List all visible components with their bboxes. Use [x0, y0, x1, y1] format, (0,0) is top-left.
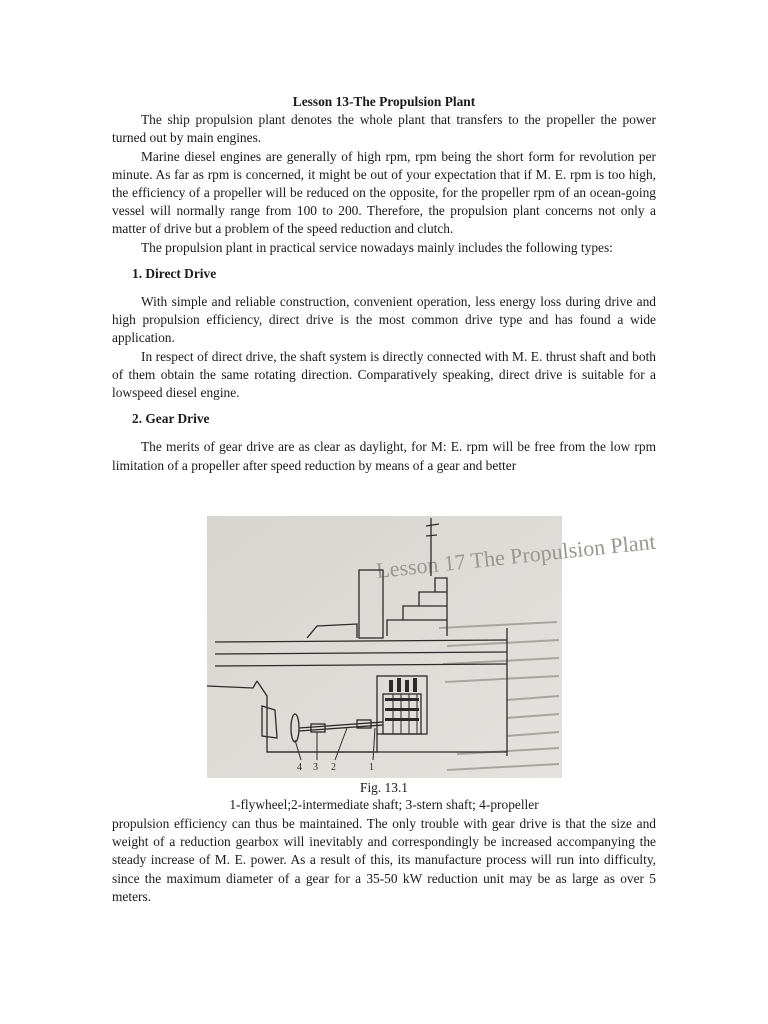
document-body-continued: [112, 815, 656, 906]
lesson-title: Lesson 13-The Propulsion Plant: [292, 94, 476, 109]
paragraph: The propulsion plant in practical service nowadays mainly includes the following types:: [141, 239, 613, 255]
paragraph: With simple and reliable construction, convenient operation, less energy loss during drive and high propulsion efficiency, direct drive is the most common drive type and has found a wide application.: [112, 294, 656, 346]
paragraph: The ship propulsion plant denotes the whole plant that transfers to the propeller the power turned out by main engines.: [112, 112, 656, 146]
callout-2: 2: [331, 762, 336, 773]
figure-label: Fig. 13.1: [360, 780, 408, 795]
paragraph: Marine diesel engines are generally of high rpm, rpm being the short form for revolution per minute. As far as rpm is concerned, it might be out of your expectation that if M. E. rpm is too high, the efficiency of a propeller will be reduced on the opposite, for the propeller rpm of an ocean-going vessel will normally range from 100 to 200. Therefore, the propulsion plant concerns not only a matter of drive but a problem of the speed reduction and clutch.: [112, 148, 656, 237]
ship-propulsion-figure: [207, 516, 657, 778]
paragraph: propulsion efficiency can thus be maintained. The only trouble with gear drive is that the size and weight of a reduction gearbox will inevitably and correspondingly be increased accompanying the steady increase of M. E. power. As a result of this, its manufacture process will run into difficulty, since the maximum diameter of a gear for a 35-50 kW reduction unit may be as large as over 5 meters.: [112, 816, 656, 904]
background-heading: Lesson 17 The Propulsion Plant: [374, 528, 657, 583]
callout-3: 3: [313, 762, 318, 773]
paragraph: In respect of direct drive, the shaft system is directly connected with M. E. thrust shaft and both of them obtain the same rotating direction. Comparatively speaking, direct drive is suitable for a lowspeed diesel engine.: [112, 348, 656, 401]
section-heading-gear-drive: 2. Gear Drive: [132, 411, 210, 427]
paragraph: The merits of gear drive are as clear as daylight, for M: E. rpm will be free from the low rpm limitation of a propeller after speed reduction by means of a gear and better: [112, 439, 656, 473]
ship-diagram: [207, 516, 657, 778]
figure-caption: 1-flywheel;2-intermediate shaft; 3-stern shaft; 4-propeller: [229, 797, 539, 812]
section-heading-direct-drive: 1. Direct Drive: [132, 265, 217, 281]
callout-1: 1: [369, 762, 374, 773]
callout-4: 4: [297, 762, 302, 773]
document-body: [112, 93, 656, 475]
